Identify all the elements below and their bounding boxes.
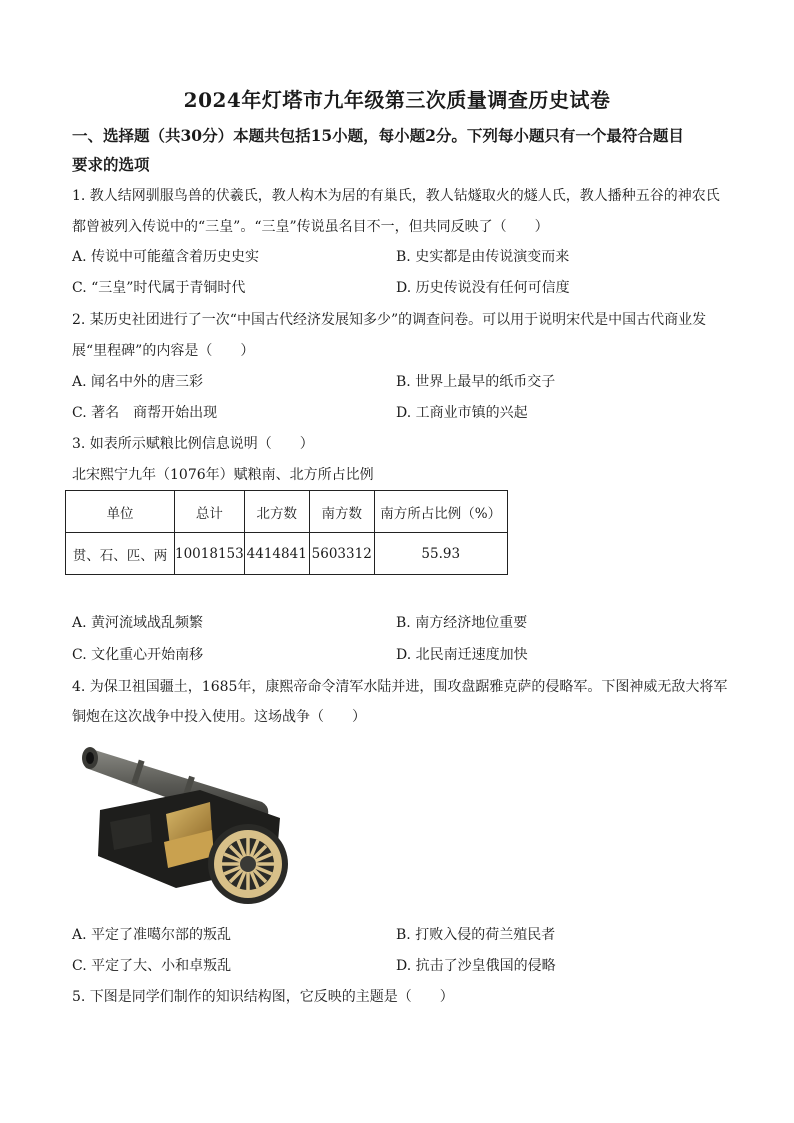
cannon-wheel — [208, 824, 288, 904]
table-cell: 10018153 — [175, 533, 245, 575]
q1-option-a[interactable]: A. 传说中可能蕴含着历史史实 — [72, 249, 260, 265]
q5-stem: 5. 下图是同学们制作的知识结构图，它反映的主题是（ ） — [72, 989, 454, 1005]
q2-option-b[interactable]: B. 世界上最早的纸币交子 — [396, 374, 556, 390]
q3-option-b[interactable]: B. 南方经济地位重要 — [396, 615, 528, 631]
q1-option-d[interactable]: D. 历史传说没有任何可信度 — [396, 280, 570, 296]
exam-title: 2024年灯塔市九年级第三次质量调查历史试卷 — [183, 88, 611, 112]
table-header-cell: 北方数 — [244, 491, 309, 533]
table-header-cell: 单位 — [66, 491, 175, 533]
table-header-cell: 南方数 — [309, 491, 374, 533]
q1-stem-line2: 都曾被列入传说中的“三皇”。“三皇”传说虽名目不一，但共同反映了（ ） — [72, 219, 549, 235]
q4-option-c[interactable]: C. 平定了大、小和卓叛乱 — [72, 958, 232, 974]
q3-option-c[interactable]: C. 文化重心开始南移 — [72, 647, 204, 663]
table-header-cell: 总计 — [175, 491, 245, 533]
tax-grain-table — [65, 490, 508, 575]
q3-option-d[interactable]: D. 北民南迁速度加快 — [396, 647, 528, 663]
q1-option-c[interactable]: C. “三皇”时代属于青铜时代 — [72, 280, 246, 296]
section-instructions-line1: 一、选择题（共30分）本题共包括15小题，每小题2分。下列每小题只有一个最符合题目 — [72, 126, 684, 145]
q4-option-d[interactable]: D. 抗击了沙皇俄国的侵略 — [396, 958, 556, 974]
q4-stem-line1: 4. 为保卫祖国疆土，1685年，康熙帝命令清军水陆并进，围攻盘踞雅克萨的侵略军。下图神威无敌大将军 — [72, 679, 728, 695]
q2-option-a[interactable]: A. 闻名中外的唐三彩 — [72, 374, 204, 390]
section-instructions-line2: 要求的选项 — [72, 155, 150, 174]
q2-stem-line2: 展“里程碑”的内容是（ ） — [72, 343, 255, 359]
table-cell: 55.93 — [374, 533, 507, 575]
table-header-row — [66, 491, 508, 533]
q3-stem: 3. 如表所示赋粮比例信息说明（ ） — [72, 436, 314, 452]
q4-option-b[interactable]: B. 打败入侵的荷兰殖民者 — [396, 927, 556, 943]
table-cell: 4414841 — [244, 533, 309, 575]
q4-option-a[interactable]: A. 平定了准噶尔部的叛乱 — [72, 927, 232, 943]
bronze-cannon-image — [80, 738, 295, 908]
q2-stem-line1: 2. 某历史社团进行了一次“中国古代经济发展知多少”的调查问卷。可以用于说明宋代是中国古代商业发 — [72, 312, 707, 328]
table-row — [66, 533, 508, 575]
table-cell: 5603312 — [309, 533, 374, 575]
q3-table-caption: 北宋熙宁九年（1076年）赋粮南、北方所占比例 — [72, 467, 374, 483]
table-header-cell: 南方所占比例（%） — [374, 491, 507, 533]
table-cell: 贯、石、匹、两 — [66, 533, 175, 575]
q4-stem-line2: 铜炮在这次战争中投入使用。这场战争（ ） — [72, 709, 366, 725]
q1-option-b[interactable]: B. 史实都是由传说演变而来 — [396, 249, 570, 265]
q2-option-d[interactable]: D. 工商业市镇的兴起 — [396, 405, 528, 421]
q1-stem-line1: 1. 教人结网驯服鸟兽的伏羲氏，教人构木为居的有巢氏，教人钻燧取火的燧人氏，教人播种五谷的神农氏 — [72, 188, 720, 204]
q2-option-c[interactable]: C. 著名 商帮开始出现 — [72, 405, 218, 421]
q3-option-a[interactable]: A. 黄河流域战乱频繁 — [72, 615, 204, 631]
